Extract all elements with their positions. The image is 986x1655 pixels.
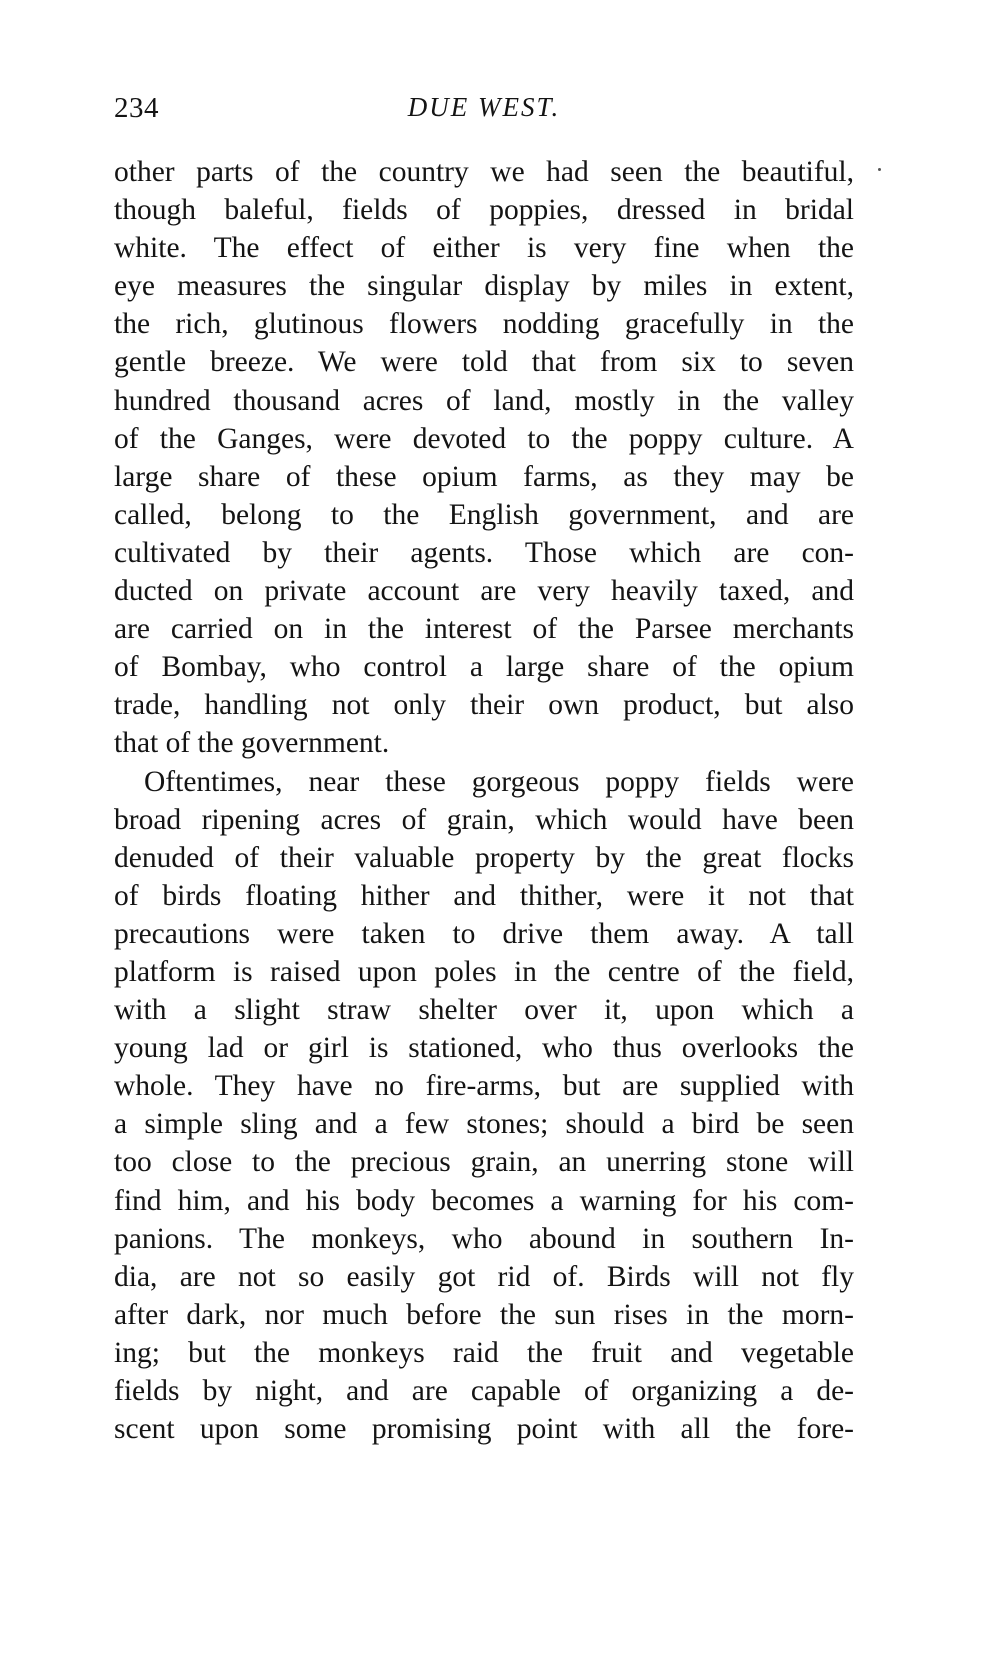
body-text bbox=[114, 153, 854, 1448]
text-line: white. The effect of either is very fine when the bbox=[114, 232, 854, 265]
text-line: scent upon some promising point with all the fore- bbox=[114, 1413, 854, 1446]
text-line: eye measures the singular display by miles in extent, bbox=[114, 270, 854, 303]
text-line: of birds floating hither and thither, were it not that bbox=[114, 879, 854, 912]
text-line: precautions were taken to drive them away. A tall bbox=[114, 917, 854, 950]
text-line: trade, handling not only their own product, but also bbox=[114, 689, 854, 722]
running-title: DUE WEST. bbox=[407, 92, 561, 122]
text-line: ing; but the monkeys raid the fruit and vegetable bbox=[114, 1336, 854, 1369]
text-line: gentle breeze. We were told that from six to seven bbox=[114, 346, 854, 379]
running-head bbox=[114, 92, 854, 132]
text-line: dia, are not so easily got rid of. Birds will not fly bbox=[114, 1260, 854, 1293]
text-line: are carried on in the interest of the Parsee merchants bbox=[114, 613, 854, 646]
text-line: fields by night, and are capable of organizing a de- bbox=[114, 1375, 854, 1407]
text-line: though baleful, fields of poppies, dressed in bridal bbox=[114, 194, 854, 227]
text-line: with a slight straw shelter over it, upon which a bbox=[114, 994, 854, 1027]
paragraph bbox=[114, 763, 854, 1449]
text-line: ducted on private account are very heavily taxed, and bbox=[114, 575, 854, 608]
text-line: that of the government. bbox=[114, 727, 390, 760]
text-line: Oftentimes, near these gorgeous poppy fields were bbox=[144, 765, 854, 798]
page-number: 234 bbox=[114, 92, 159, 124]
text-line: the rich, glutinous flowers nodding gracefully in the bbox=[114, 308, 854, 341]
text-line: too close to the precious grain, an unerring stone will bbox=[114, 1146, 854, 1179]
text-line: platform is raised upon poles in the centre of the field, bbox=[114, 955, 854, 988]
text-line: young lad or girl is stationed, who thus overlooks the bbox=[114, 1032, 854, 1065]
text-line: cultivated by their agents. Those which are con- bbox=[114, 536, 854, 569]
text-line: whole. They have no fire-arms, but are supplied with bbox=[114, 1070, 854, 1103]
text-line: of Bombay, who control a large share of the opium bbox=[114, 651, 854, 684]
text-line: a simple sling and a few stones; should a bird be seen bbox=[114, 1108, 854, 1141]
text-line: large share of these opium farms, as they may be bbox=[114, 460, 854, 493]
text-line: called, belong to the English government, and are bbox=[114, 498, 854, 531]
text-line: of the Ganges, were devoted to the poppy culture. A bbox=[114, 422, 854, 455]
text-line: broad ripening acres of grain, which would have been bbox=[114, 803, 854, 836]
text-line: other parts of the country we had seen the beautiful, bbox=[114, 156, 854, 188]
text-line: after dark, nor much before the sun rises in the morn- bbox=[114, 1298, 854, 1331]
text-line: panions. The monkeys, who abound in southern In- bbox=[114, 1222, 854, 1255]
ink-speck bbox=[878, 168, 881, 171]
text-line: hundred thousand acres of land, mostly in the valley bbox=[114, 384, 854, 417]
text-line: denuded of their valuable property by the great flocks bbox=[114, 841, 854, 874]
paragraph bbox=[114, 153, 854, 763]
text-line: find him, and his body becomes a warning for his com- bbox=[114, 1184, 854, 1217]
